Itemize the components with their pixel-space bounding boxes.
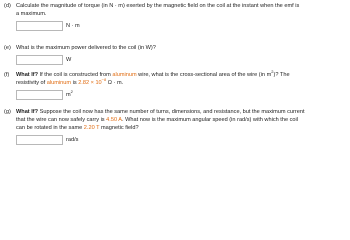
part-g-answer-input[interactable] (16, 135, 63, 145)
part-f-letter: (f) (4, 72, 10, 78)
part-g-what-if: What If? (16, 109, 39, 115)
part-f-text-pre: If the coil is constructed from (38, 72, 113, 78)
part-d-letter: (d) (4, 3, 11, 9)
part-g-line2-pre: that the wire can now safely carry is (16, 117, 107, 123)
part-e-unit: W (66, 57, 72, 63)
part-g-unit: rad/s (66, 137, 79, 143)
part-f-answer-input[interactable] (16, 90, 63, 100)
part-f-answer-row (16, 90, 344, 100)
part-f-what-if: What If? (16, 72, 39, 78)
part-f-line2-mid: is (71, 80, 79, 86)
part-d-unit: N · m (66, 23, 80, 29)
part-d-answer-row (16, 21, 344, 31)
part-g-line3-pre: can be rotated in the same (16, 125, 84, 131)
part-d-question-line2: a maximum. (16, 11, 47, 17)
part-g-current-value: 4.50 A (106, 117, 123, 123)
part-g-question-line2 (16, 116, 344, 124)
part-g-line3-post: magnetic field? (99, 125, 139, 131)
part-f-question-line1 (16, 71, 344, 79)
part-d-question (16, 2, 344, 18)
part-f-resistivity-value (78, 77, 107, 86)
part-g-question (16, 108, 344, 132)
part-g-answer-row (16, 135, 344, 145)
part-f-line2-material: aluminum (46, 80, 72, 86)
part-g-question-line3 (16, 124, 344, 132)
part-f-resistivity-mantissa: 2.82 × 10 (78, 80, 102, 86)
part-g-field-value: 2.20 T (83, 125, 100, 131)
part-f-text-mid: wire, what is the cross-sectional area of the wire (in m (136, 72, 272, 78)
part-f-unit-base: m (66, 92, 71, 98)
part-g-question-line1 (16, 108, 344, 116)
part-d-answer-input[interactable] (16, 21, 63, 31)
part-f-question (16, 71, 344, 87)
part-f-resistivity-exp: −8 (101, 77, 107, 83)
part-g (4, 108, 344, 145)
part-g-letter: (g) (4, 109, 11, 115)
part-f-unit-exp: 2 (70, 89, 73, 95)
part-f (4, 71, 344, 100)
part-g-line2-post: . What now is the maximum angular speed (in rad/s) with which the coil (122, 117, 299, 123)
part-e-answer-row (16, 55, 344, 65)
part-f-unit (66, 91, 73, 99)
part-e-letter: (e) (4, 45, 11, 51)
part-f-question-line2 (16, 79, 344, 87)
part-f-line2-pre: resistivity of (16, 80, 47, 86)
part-d (4, 2, 344, 31)
part-g-line1-text: Suppose the coil now has the same number of turns, dimensions, and resistance, but the maximum current (38, 109, 305, 115)
part-e (4, 44, 344, 65)
part-f-text-end: )? The (273, 72, 290, 78)
part-e-answer-input[interactable] (16, 55, 63, 65)
part-f-resistivity-unit: Ω · m. (106, 80, 124, 86)
part-f-material: aluminum (112, 72, 137, 78)
part-e-question: What is the maximum power delivered to the coil (in W)? (16, 45, 156, 51)
part-f-exp: 2 (271, 69, 274, 75)
part-d-question-line1: Calculate the magnitude of torque (in N · m) exerted by the magnetic field on the coil at the instant when the emf is (16, 3, 300, 9)
